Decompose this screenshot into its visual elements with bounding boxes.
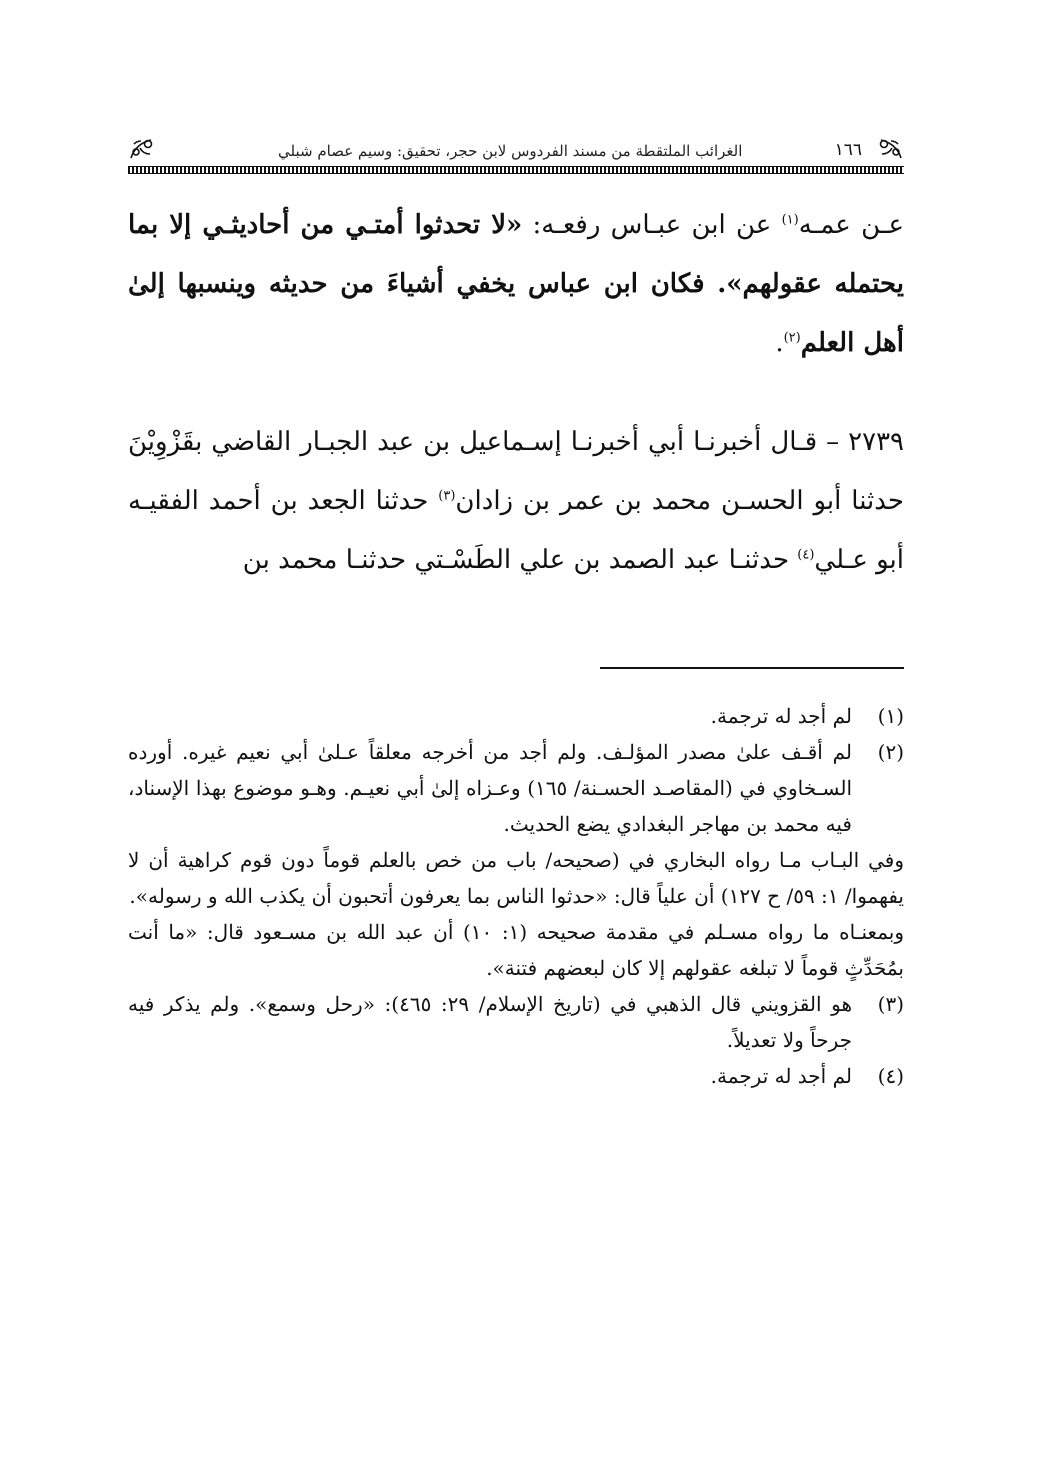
footnote-1: [128, 698, 904, 734]
footnote-ref-3: (٣): [438, 488, 456, 504]
footnote-4: [128, 1058, 904, 1094]
footnote-text: لم أقـف علىٰ مصدر المؤلـف. ولم أجد من أخرجه معلقاً عـلىٰ أبي نعيم غيره. أورده السـخاوي في (المقاصـد الحسـنة/ ١٦٥) وعـزاه إلىٰ أبي نعيـم. وهـو موضوع بهذا الإسناد، فيه محمد بن مهاجر البغدادي يضع الحديث.: [128, 740, 852, 836]
paragraph-1: [128, 196, 904, 373]
footnote-2-continuation: وبمعنـاه ما رواه مسـلم في مقدمة صحيحه (١: ١٠) أن عبد الله بن مسـعود قال: «ما أنت بمُحَدِّثٍ قوماً لا تبلغه عقولهم إلا كان لبعضهم فتنة».: [128, 920, 904, 980]
text-run: حدثنا الجعد بن أحمد الفقيـه أبو عـلي: [128, 486, 904, 575]
footnote-number: (٣): [877, 992, 904, 1016]
running-header: [128, 128, 904, 172]
footnote-text: هو القزويني قال الذهبي في (تاريخ الإسلام/ ٢٩: ٤٦٥): «رحل وسمع». ولم يذكر فيه جرحاً ولا تعديلاً.: [128, 992, 852, 1052]
footnote-ref-4: (٤): [797, 547, 815, 563]
page-number: ١٦٦: [834, 140, 862, 160]
footnote-number: (١): [877, 704, 904, 728]
text-run: عن ابن عبـاس رفعـه:: [522, 210, 782, 240]
text-run: حدثنـا عبد الصمد بن علي الطَسْـتي حدثنـا محمد بن: [242, 545, 798, 575]
text-run: ٢٧٣٩ – قـال أخبرنـا أبي أخبرنـا إسـماعيل بن عبد الجبـار القاضي بقَزْوِيْنَ حدثنا أبو الحسـن محمد بن عمر بن زادان: [128, 427, 904, 516]
floral-ornament-icon: [128, 136, 154, 162]
footnote-2: [128, 734, 904, 842]
text-run: عـن عمـه: [798, 210, 904, 240]
footnote-number: (٢): [877, 740, 904, 764]
header-title: الغرائب الملتقطة من مسند الفردوس لابن حجر، تحقيق: وسيم عصام شبلي: [278, 142, 743, 160]
header-border: [128, 166, 904, 174]
floral-ornament-icon: [878, 136, 904, 162]
hadith-quote: «لا تحدثوا أمتـي من أحاديثـي إلا بما يحتمله عقولهم». فكان ابن عباس يخفي أشياءَ من حديثه وينسبها إلىٰ أهل العلم: [128, 210, 904, 358]
footnote-3: [128, 986, 904, 1058]
footnote-text: لم أجد له ترجمة.: [710, 1064, 852, 1088]
footnote-number: (٤): [877, 1064, 904, 1088]
footnote-ref-1: (١): [781, 212, 799, 228]
footnote-ref-2: (٢): [783, 330, 801, 346]
footnote-separator: [600, 667, 904, 669]
footnotes: [128, 698, 904, 1094]
paragraph-2739: [128, 413, 904, 590]
main-text: [128, 196, 904, 590]
footnote-text: لم أجد له ترجمة.: [710, 704, 852, 728]
footnote-2-continuation: وفي البـاب مـا رواه البخاري في (صحيحه/ باب من خص بالعلم قوماً دون قوم كراهية أن لا يفهموا/ ١: ٥٩/ ح ١٢٧) أن علياً قال: «حدثوا الناس بما يعرفون أتحبون أن يكذب الله و رسوله».: [128, 848, 904, 908]
text-run: .: [775, 328, 784, 358]
